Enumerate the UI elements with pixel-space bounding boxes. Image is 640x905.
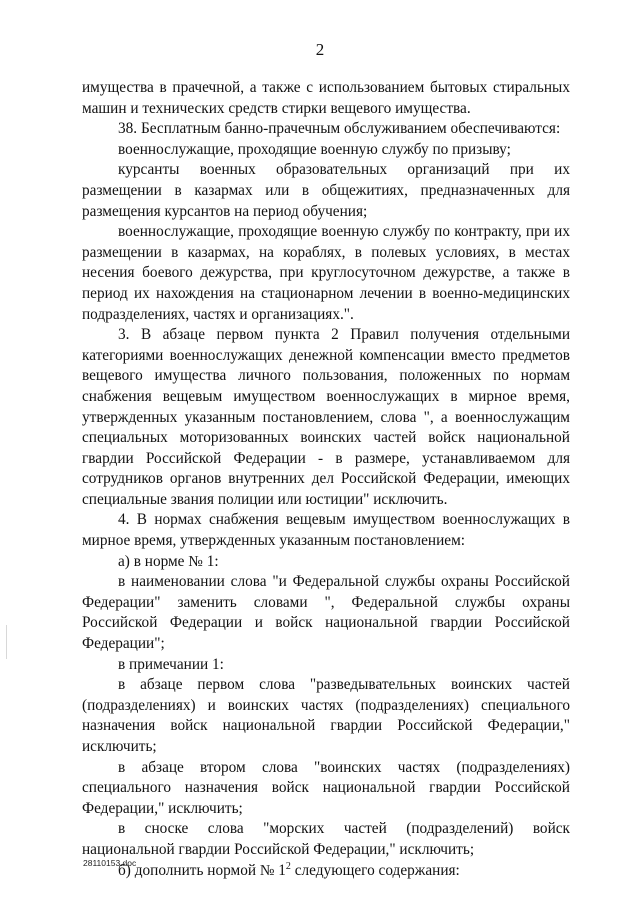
paragraph: в наименовании слова "и Федеральной службы охраны Российской Федерации" заменить словами ", Федеральной службы охраны Российской Федерации и войск национальной гвардии Российской Федерации"; — [82, 573, 570, 653]
paragraph: в сноске слова "морских частей (подразделений) войск национальной гвардии Российской Федерации," исключить; — [82, 820, 570, 858]
paragraph: а) в норме № 1: — [118, 552, 219, 570]
paragraph: в примечании 1: — [118, 655, 224, 673]
paragraph: военнослужащие, проходящие военную службу по призыву; — [118, 140, 511, 158]
paragraph: в абзаце втором слова "воинских частях (подразделениях) специального назначения войск национальной гвардии Российской Федерации," исключить; — [82, 758, 570, 817]
paragraph-text-suffix: следующего содержания: — [290, 861, 460, 879]
paragraph: имущества в прачечной, а также с использованием бытовых стиральных машин и технических средств стирки вещевого имущества. — [82, 79, 570, 117]
paragraph-text: б) дополнить нормой № 1 — [118, 861, 286, 879]
paragraph — [82, 861, 570, 882]
paragraph: в абзаце первом слова "разведывательных воинских частей (подразделениях) и воинских частях (подразделениях) специального назначения войск национальной гвардии Российской Федерации," исключить; — [82, 676, 570, 755]
paragraph: курсанты военных образовательных организаций при их размещении в казармах или в общежитиях, предназначенных для размещения курсантов на период обучения; — [82, 161, 570, 220]
paragraph: 4. В нормах снабжения вещевым имуществом военнослужащих в мирное время, утвержденных указанным постановлением: — [82, 511, 570, 550]
paragraph: военнослужащие, проходящие военную службу по контракту, при их размещении в казармах, на кораблях, в полевых условиях, в местах несения боевого дежурства, при круглосуточном дежурстве, а также в период их нахождения на стационарном лечении в военно-медицинских подразделениях, частях и организациях.". — [82, 223, 570, 323]
paragraph: 3. В абзаце первом пункта 2 Правил получения отдельными категориями военнослужащих денежной компенсации вместо предметов вещевого имущества личного пользования, положенных по нормам снабжения вещевым имуществом военнослужащих в мирное время, утвержденных указанным постановлением, слова ", а военнослужащим специальных моторизованных воинских частей войск национальной гвардии Российской Федерации - в размере, устанавливаемом для сотрудников органов внутренних дел Российской Федерации, имеющих специальные звания полиции или юстиции" исключить. — [82, 326, 570, 508]
paragraph: 38. Бесплатным банно-прачечным обслуживанием обеспечиваются: — [118, 120, 561, 138]
footer-file-code: 28110153.doc — [83, 858, 137, 868]
scan-mark — [6, 625, 7, 659]
superscript: 2 — [285, 860, 291, 872]
document-body — [82, 78, 570, 881]
page-number: 2 — [315, 40, 325, 59]
